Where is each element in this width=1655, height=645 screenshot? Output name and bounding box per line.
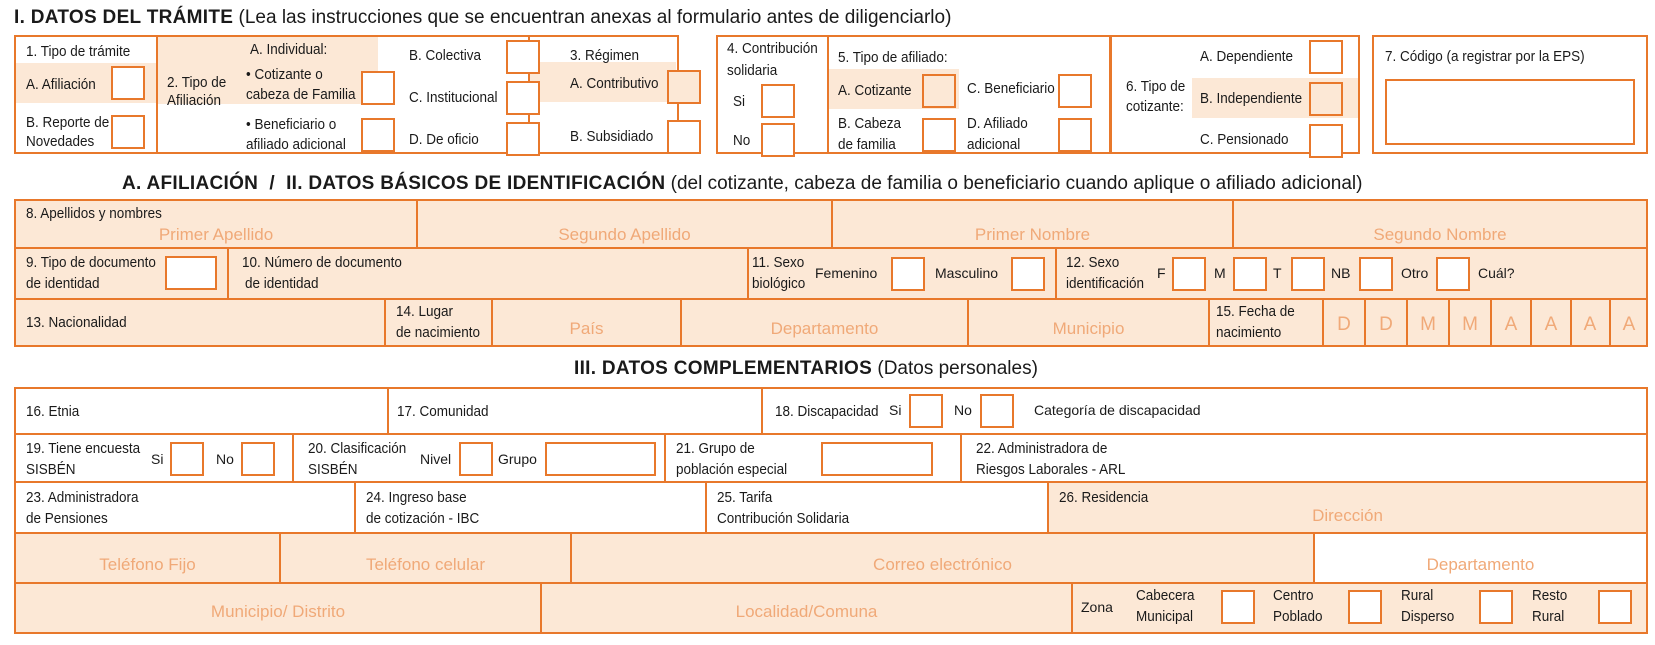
contribucion-no-checkbox[interactable] bbox=[761, 123, 795, 157]
resto-rural-label-1: Resto bbox=[1532, 587, 1568, 604]
discapacidad-label: 18. Discapacidad bbox=[775, 403, 879, 420]
section-1-title: I. DATOS DEL TRÁMITE bbox=[14, 7, 234, 28]
poblacion-label-1: 21. Grupo de bbox=[676, 440, 755, 457]
afiliado-adicional-checkbox[interactable] bbox=[1058, 118, 1092, 152]
pensiones-label-1: 23. Administradora bbox=[26, 489, 139, 506]
fecha-label-2: nacimiento bbox=[1216, 324, 1282, 341]
nacionalidad-label: 13. Nacionalidad bbox=[26, 314, 127, 331]
reporte-novedades-checkbox[interactable] bbox=[111, 115, 145, 149]
sexo-nb-checkbox[interactable] bbox=[1359, 257, 1393, 291]
rural-disperso-label-2: Disperso bbox=[1401, 608, 1455, 625]
codigo-field[interactable] bbox=[1385, 79, 1635, 145]
section-2-subtitle: (del cotizante, cabeza de familia o beneficiario cuando aplique o afiliado adicional) bbox=[670, 173, 1363, 194]
colectiva-label: B. Colectiva bbox=[409, 47, 482, 64]
dependiente-label: A. Dependiente bbox=[1200, 48, 1294, 65]
contribucion-si-checkbox[interactable] bbox=[761, 84, 795, 118]
discapacidad-si-label: Si bbox=[889, 402, 902, 418]
tipo-tramite-label: 1. Tipo de trámite bbox=[26, 43, 131, 60]
contribucion-si-label: Si bbox=[733, 93, 746, 110]
categoria-label: Categoría de discapacidad bbox=[1034, 402, 1201, 418]
afiliacion-label: A. Afiliación bbox=[26, 76, 96, 93]
municipio-distrito-field[interactable]: Municipio/ Distrito bbox=[210, 602, 346, 621]
sisben-si-checkbox[interactable] bbox=[170, 442, 204, 476]
oficio-checkbox[interactable] bbox=[506, 122, 540, 156]
cotizante-label-1: • Cotizante o bbox=[246, 66, 323, 83]
poblacion-label-2: población especial bbox=[676, 461, 788, 478]
contribucion-label-1: 4. Contribución bbox=[727, 40, 818, 57]
tipo-doc-label-2: de identidad bbox=[26, 275, 100, 292]
pensiones-label-2: de Pensiones bbox=[26, 510, 108, 527]
discapacidad-no-checkbox[interactable] bbox=[980, 394, 1014, 428]
contributivo-checkbox[interactable] bbox=[667, 70, 701, 104]
fecha-label-1: 15. Fecha de bbox=[1216, 303, 1295, 320]
fecha-year-1[interactable]: A bbox=[1504, 314, 1518, 335]
rural-disperso-label-1: Rural bbox=[1401, 587, 1434, 604]
reporte-label: B. Reporte de bbox=[26, 114, 110, 131]
sexo-otro-checkbox[interactable] bbox=[1436, 257, 1470, 291]
afiliacion-checkbox[interactable] bbox=[111, 66, 145, 100]
tipo-afiliacion-label-1: 2. Tipo de bbox=[167, 74, 227, 91]
sexo-bio-label-2: biológico bbox=[752, 275, 806, 292]
section-1-subtitle: (Lea las instrucciones que se encuentran anexas al formulario antes de diligenciarlo) bbox=[238, 7, 952, 28]
centro-label-1: Centro bbox=[1273, 587, 1314, 604]
colectiva-checkbox[interactable] bbox=[506, 40, 540, 74]
segundo-nombre-field[interactable]: Segundo Nombre bbox=[1373, 225, 1507, 244]
sexo-nb-label: NB bbox=[1331, 265, 1351, 281]
grupo-label: Grupo bbox=[498, 451, 537, 467]
telefono-celular-field[interactable]: Teléfono celular bbox=[365, 555, 486, 574]
contributivo-label: A. Contributivo bbox=[570, 75, 659, 92]
beneficiario-label-1: • Beneficiario o bbox=[246, 116, 337, 133]
femenino-label: Femenino bbox=[815, 265, 878, 281]
lugar-label-2: de nacimiento bbox=[396, 324, 481, 341]
pais-field[interactable]: País bbox=[569, 319, 604, 338]
subsidiado-checkbox[interactable] bbox=[667, 120, 701, 154]
comunidad-label: 17. Comunidad bbox=[397, 403, 489, 420]
centro-label-2: Poblado bbox=[1273, 608, 1323, 625]
direccion-field[interactable]: Dirección bbox=[1312, 506, 1383, 525]
localidad-comuna-field[interactable]: Localidad/Comuna bbox=[735, 602, 878, 621]
rural-disperso-checkbox[interactable] bbox=[1479, 590, 1513, 624]
clasificacion-label-1: 20. Clasificación bbox=[308, 440, 407, 457]
sexo-cual-label: Cuál? bbox=[1478, 265, 1515, 281]
novedades-label: Novedades bbox=[26, 133, 95, 150]
fecha-year-4[interactable]: A bbox=[1622, 314, 1636, 335]
tipo-cotizante-label-1: 6. Tipo de bbox=[1126, 78, 1186, 95]
poblacion-field[interactable] bbox=[821, 442, 933, 476]
residencia-departamento-field[interactable]: Departamento bbox=[1426, 555, 1535, 574]
tarifa-label-2: Contribución Solidaria bbox=[717, 510, 850, 527]
sisben-no-label: No bbox=[216, 451, 234, 467]
beneficiario-checkbox[interactable] bbox=[1058, 74, 1092, 108]
independiente-checkbox[interactable] bbox=[1309, 82, 1343, 116]
residencia-label: 26. Residencia bbox=[1059, 489, 1149, 506]
etnia-label: 16. Etnia bbox=[26, 403, 80, 420]
masculino-checkbox[interactable] bbox=[1011, 257, 1045, 291]
tipo-afiliado-label: 5. Tipo de afiliado: bbox=[838, 49, 948, 66]
cabeza-label-1: B. Cabeza bbox=[838, 115, 902, 132]
ibc-label-2: de cotización - IBC bbox=[366, 510, 480, 527]
sexo-id-label-1: 12. Sexo bbox=[1066, 254, 1120, 271]
nivel-label: Nivel bbox=[420, 451, 452, 467]
cotizante-familia-checkbox[interactable] bbox=[361, 71, 395, 105]
apellidos-label: 8. Apellidos y nombres bbox=[26, 205, 162, 222]
pensionado-checkbox[interactable] bbox=[1309, 124, 1343, 158]
independiente-label: B. Independiente bbox=[1200, 90, 1303, 107]
fecha-month-2[interactable]: M bbox=[1462, 314, 1478, 335]
correo-field[interactable]: Correo electrónico bbox=[873, 555, 1012, 574]
arl-label-1: 22. Administradora de bbox=[976, 440, 1108, 457]
tarifa-label-1: 25. Tarifa bbox=[717, 489, 773, 506]
tipo-doc-label-1: 9. Tipo de documento bbox=[26, 254, 156, 271]
beneficiario-option-label: C. Beneficiario bbox=[967, 80, 1055, 97]
sexo-id-label-2: identificación bbox=[1066, 275, 1145, 292]
cabeza-label-2: de familia bbox=[838, 136, 896, 153]
tipo-doc-field[interactable] bbox=[165, 256, 217, 290]
individual-label: A. Individual: bbox=[250, 41, 328, 58]
afiliado-adicional-label-2: adicional bbox=[967, 136, 1021, 153]
oficio-label: D. De oficio bbox=[409, 131, 479, 148]
num-doc-label-1: 10. Número de documento bbox=[242, 254, 402, 271]
sexo-f-label: F bbox=[1157, 265, 1166, 281]
centro-poblado-checkbox[interactable] bbox=[1348, 590, 1382, 624]
fecha-year-3[interactable]: A bbox=[1583, 314, 1597, 335]
cabecera-label-1: Cabecera bbox=[1136, 587, 1195, 604]
cabeza-familia-checkbox[interactable] bbox=[922, 118, 956, 152]
cabecera-municipal-checkbox[interactable] bbox=[1221, 590, 1255, 624]
sexo-otro-label: Otro bbox=[1401, 265, 1429, 281]
fecha-day-2[interactable]: D bbox=[1379, 314, 1393, 335]
primer-nombre-field[interactable]: Primer Nombre bbox=[974, 225, 1091, 244]
fecha-day-1[interactable]: D bbox=[1337, 314, 1351, 335]
tipo-afiliacion-label-2: Afiliación bbox=[167, 92, 222, 109]
num-doc-label-2: de identidad bbox=[245, 275, 319, 292]
discapacidad-si-checkbox[interactable] bbox=[909, 394, 943, 428]
beneficiario-label-2: afiliado adicional bbox=[246, 136, 346, 153]
cotizante-checkbox[interactable] bbox=[922, 74, 956, 108]
cabecera-label-2: Municipal bbox=[1136, 608, 1194, 625]
cotizante-label-2: cabeza de Familia bbox=[246, 86, 356, 103]
subsidiado-label: B. Subsidiado bbox=[570, 128, 654, 145]
section-1-heading bbox=[14, 7, 951, 29]
sexo-m-label: M bbox=[1214, 265, 1226, 281]
pensionado-label: C. Pensionado bbox=[1200, 131, 1289, 148]
afiliado-adicional-label-1: D. Afiliado bbox=[967, 115, 1028, 132]
masculino-label: Masculino bbox=[935, 265, 999, 281]
dependiente-checkbox[interactable] bbox=[1309, 40, 1343, 74]
sexo-f-checkbox[interactable] bbox=[1172, 257, 1206, 291]
nivel-field[interactable] bbox=[459, 442, 493, 476]
clasificacion-label-2: SISBÉN bbox=[308, 461, 358, 478]
municipio-field[interactable]: Municipio bbox=[1052, 319, 1125, 338]
fecha-month-1[interactable]: M bbox=[1420, 314, 1436, 335]
arl-label-2: Riesgos Laborales - ARL bbox=[976, 461, 1126, 478]
contribucion-label-2: solidaria bbox=[727, 62, 778, 79]
ibc-label-1: 24. Ingreso base bbox=[366, 489, 467, 506]
lugar-label-1: 14. Lugar bbox=[396, 303, 454, 320]
sisben-si-label: Si bbox=[151, 451, 164, 467]
section-2-title: A. AFILIACIÓN / II. DATOS BÁSICOS DE IDENTIFICACIÓN bbox=[122, 173, 666, 194]
tipo-cotizante-label-2: cotizante: bbox=[1126, 98, 1184, 115]
contribucion-no-label: No bbox=[733, 132, 751, 149]
section-3-heading bbox=[574, 358, 1038, 380]
discapacidad-no-label: No bbox=[954, 402, 972, 418]
sexo-t-checkbox[interactable] bbox=[1291, 257, 1325, 291]
sisben-label-1: 19. Tiene encuesta bbox=[26, 440, 141, 457]
regimen-label: 3. Régimen bbox=[570, 47, 640, 64]
sisben-label-2: SISBÉN bbox=[26, 461, 76, 478]
primer-apellido-field[interactable]: Primer Apellido bbox=[158, 225, 274, 244]
institucional-label: C. Institucional bbox=[409, 89, 498, 106]
sisben-no-checkbox[interactable] bbox=[241, 442, 275, 476]
resto-rural-label-2: Rural bbox=[1532, 608, 1565, 625]
departamento-field[interactable]: Departamento bbox=[770, 319, 879, 338]
section-3-subtitle: (Datos personales) bbox=[877, 358, 1038, 379]
beneficiario-adicional-checkbox[interactable] bbox=[361, 118, 395, 152]
sexo-t-label: T bbox=[1273, 265, 1282, 281]
zona-label: Zona bbox=[1081, 599, 1113, 615]
fecha-year-2[interactable]: A bbox=[1544, 314, 1558, 335]
section-2-heading bbox=[122, 173, 1362, 195]
segundo-apellido-field[interactable]: Segundo Apellido bbox=[558, 225, 691, 244]
section-3-title: III. DATOS COMPLEMENTARIOS bbox=[574, 358, 873, 379]
codigo-label: 7. Código (a registrar por la EPS) bbox=[1385, 48, 1585, 65]
grupo-field[interactable] bbox=[545, 442, 656, 476]
resto-rural-checkbox[interactable] bbox=[1598, 590, 1632, 624]
cotizante-option-label: A. Cotizante bbox=[838, 82, 912, 99]
institucional-checkbox[interactable] bbox=[506, 81, 540, 115]
sexo-bio-label-1: 11. Sexo bbox=[752, 254, 805, 271]
telefono-fijo-field[interactable]: Teléfono Fijo bbox=[99, 555, 196, 574]
femenino-checkbox[interactable] bbox=[891, 257, 925, 291]
sexo-m-checkbox[interactable] bbox=[1233, 257, 1267, 291]
